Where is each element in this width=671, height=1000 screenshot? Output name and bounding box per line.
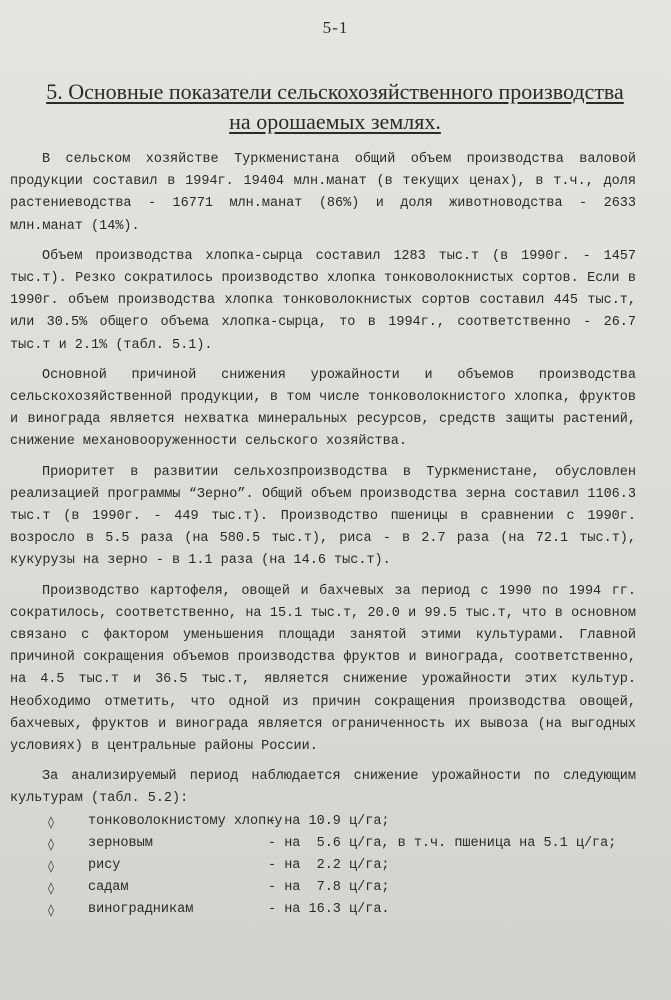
paragraph-1: В сельском хозяйстве Туркменистана общий объем производства валовой продукции составил в 1994г. 19404 млн.манат (в текущих ценах), в т.ч., доля растениеводства - 16771 млн.манат (86%) и доля животноводства - 2633 млн.манат (14%). [10,152,636,234]
paragraph-3: Основной причиной снижения урожайности и объемов производства сельскохозяйственной продукции, в том числе тонковолокнистого хлопка, фруктов и винограда является нехватка минеральных ресурсов, средств защиты растений, снижение механовооруженности сельского хозяйства. [10,367,636,450]
diamond-bullet-icon: ◊ [48,814,54,829]
diamond-bullet-icon: ◊ [48,881,54,896]
page-number: 5-1 [322,18,349,37]
list-item-crop: садам [88,880,129,896]
list-item-value: - на 2.2 ц/га; [268,858,390,874]
section-title-line-1: 5. Основные показатели сельскохозяйственного производства [46,79,624,104]
list-item-value: - на 7.8 ц/га; [268,880,390,896]
list-item [10,833,636,855]
diamond-bullet-icon: ◊ [48,836,54,851]
section-title-line-2: на орошаемых землях. [229,109,441,134]
paragraph-2: Объем производства хлопка-сырца составил 1283 тыс.т (в 1990г. - 1457 тыс.т). Резко сократилось производство хлопка тонковолокнистых сортов. Если в 1990г. объем производства хлопка тонковолокнистых сортов составил 445 тыс.т, или 30.5% общего объема хлопка-сырца, то в 1994г., соответственно - 26.7 тыс.т и 2.1% (табл. 5.1). [10,248,636,353]
list-item-crop: рису [88,858,121,874]
body-text [10,149,636,922]
yield-decrease-list [10,811,636,922]
list-item-crop: виноградникам [88,902,194,918]
diamond-bullet-icon: ◊ [48,859,54,874]
list-item-crop: зерновым [88,835,153,851]
list-item [10,877,636,899]
list-item-value: - на 5.6 ц/га, в т.ч. пшеница на 5.1 ц/га; [268,835,617,851]
list-item [10,855,636,877]
paragraph-6: За анализируемый период наблюдается снижение урожайности по следующим культурам (табл. 5.2): [10,769,636,807]
paragraph-5: Производство картофеля, овощей и бахчевых за период с 1990 по 1994 гг. сократилось, соответственно, на 15.1 тыс.т, 20.0 и 99.5 тыс.т, что в основном связано с фактором уменьшения площади занятой этими культурами. Главной причиной сокращения объемов производства фруктов и винограда, соответственно, на 4.5 тыс.т и 36.5 тыс.т, является снижение урожайности этих культур. Необходимо отметить, что одной из причин сокращения производства овощей, бахчевых, фруктов и винограда является ограниченность их вывоза (на выгодных условиях) в центральные районы России. [10,583,636,755]
list-item [10,811,636,833]
list-item [10,899,636,921]
diamond-bullet-icon: ◊ [48,903,54,918]
list-item-value: - на 10.9 ц/га; [268,813,390,829]
paragraph-4: Приоритет в развитии сельхозпроизводства в Туркменистане, обусловлен реализацией программы “Зерно”. Общий объем производства зерна составил 1106.3 тыс.т (в 1990г. - 449 тыс.т). Производство пшеницы в сравнении с 1990г. возросло в 5.5 раза (на 580.5 тыс.т), риса - в 2.7 раза (на 72.1 тыс.т), кукурузы на зерно - в 1.1 раза (на 14.6 тыс.т). [10,464,636,569]
list-item-value: - на 16.3 ц/га. [268,902,390,918]
list-item-crop: тонковолокнистому хлопку [88,813,283,829]
